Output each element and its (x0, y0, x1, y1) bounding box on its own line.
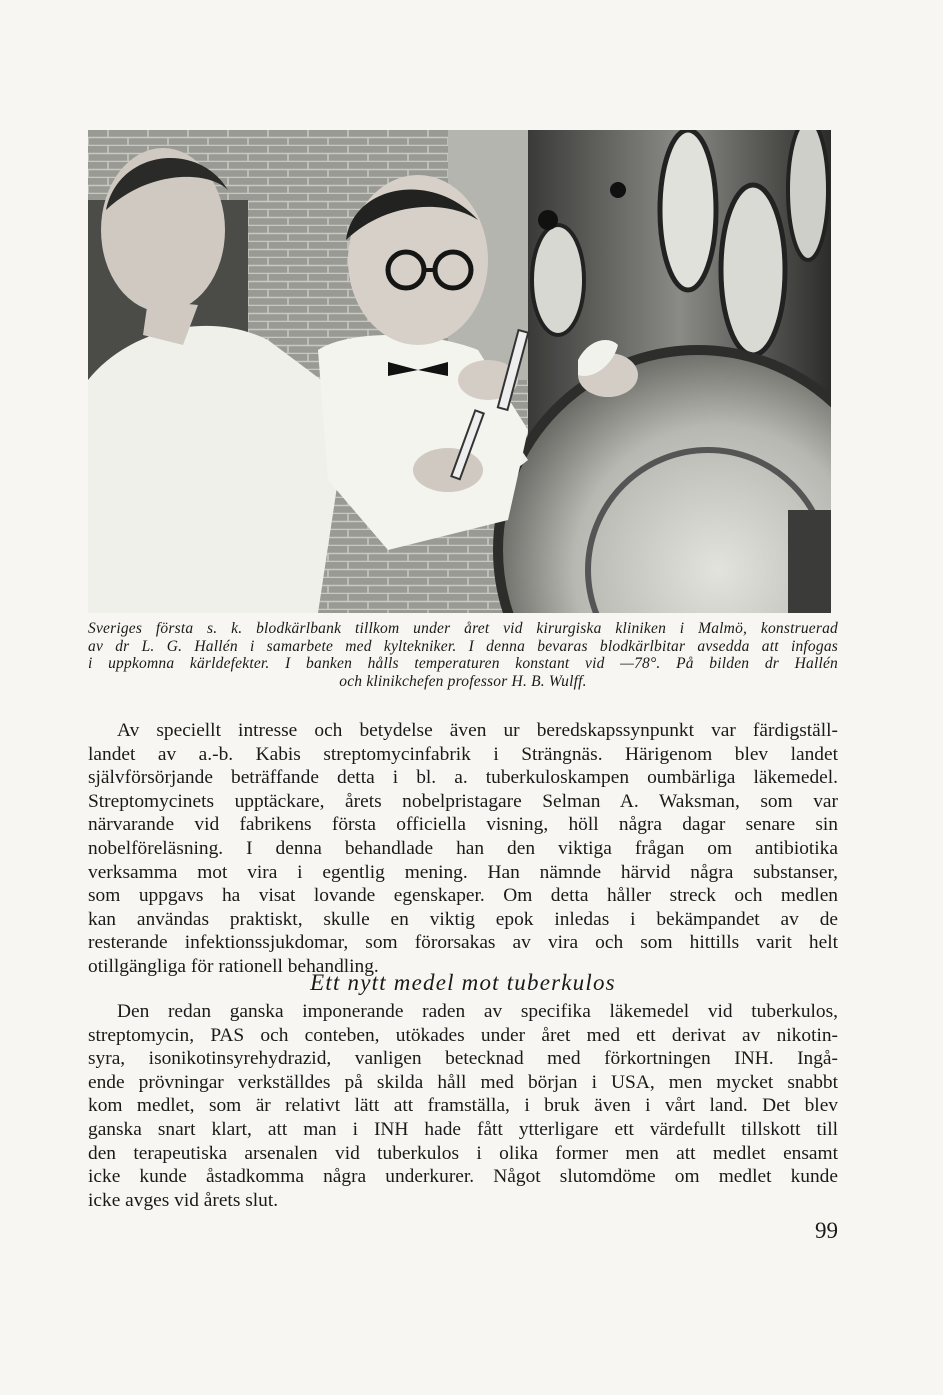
text-line: kan användas praktiskt, skulle en viktig epok inledas i bekämpandet av de (88, 908, 838, 930)
text-line: landet av a.-b. Kabis streptomycinfabrik i Strängnäs. Härigenom blev landet (88, 743, 838, 765)
text-line: ende prövningar verkställdes på skilda håll med början i USA, men mycket snabbt (88, 1071, 838, 1093)
page-number: 99 (815, 1218, 838, 1243)
photo-caption (88, 620, 838, 690)
text-line: Streptomycinets upptäckare, årets nobelpristagare Selman A. Waksman, som var (88, 790, 838, 812)
text-line: icke avges vid årets slut. (88, 1189, 279, 1211)
text-line: den terapeutiska arsenalen vid tuberkulos i olika former men att medlet ensamt (88, 1142, 838, 1164)
caption-line: av dr L. G. Hallén i samarbete med kyltekniker. I denna bevaras blodkärlbitar avsedda att infogas (88, 637, 838, 655)
paragraph-streptomycin (88, 719, 838, 979)
text-line: icke kunde åstadkomma några underkurer. Något slutomdöme om medlet kunde (88, 1166, 838, 1188)
text-line: streptomycin, PAS och conteben, utökades under året med ett derivat av nikotin- (88, 1024, 838, 1046)
text-line: resterande infektionssjukdomar, som förorsakas av vira och som hittills varit helt (88, 932, 838, 954)
text-line: Den redan ganska imponerande raden av specifika läkemedel vid tuberkulos, (117, 1001, 838, 1022)
text-line: syra, isonikotinsyrehydrazid, vanligen betecknad med förkortningen INH. Ingå- (88, 1048, 838, 1070)
text-line: otillgängliga för rationell behandling. (88, 955, 379, 977)
section-heading: Ett nytt medel mot tuberkulos (310, 970, 616, 995)
text-line: närvarande vid fabrikens första officiella visning, höll några dagar senare sin (88, 814, 838, 836)
text-line: självförsörjande beträffande detta i bl. a. tuberkuloskampen oumbärliga läkemedel. (88, 767, 838, 789)
text-line: nobelföreläsning. I denna behandlade han den viktiga frågan om antibiotika (88, 837, 838, 859)
text-line: som uppgavs ha visat lovande egenskaper. Om detta håller streck och medlen (88, 885, 838, 907)
laboratory-photo-icon (88, 130, 831, 613)
text-line: kom medlet, som är relativt lätt att framställa, i bruk även i vårt land. Det blev (88, 1095, 838, 1117)
laboratory-photo (88, 130, 831, 613)
caption-line: och klinikchefen professor H. B. Wulff. (339, 672, 587, 690)
caption-line: Sveriges första s. k. blodkärlbank tillkom under året vid kirurgiska kliniken i Malmö, konstruerad (88, 620, 838, 637)
text-line: Av speciellt intresse och betydelse även ur beredskapssynpunkt var färdigställ- (117, 720, 838, 741)
text-line: ganska snart klart, att man i INH hade fått ytterligare ett värdefullt tillskott till (88, 1118, 838, 1140)
paragraph-inh (88, 1000, 838, 1212)
caption-line: i uppkomna kärldefekter. I banken hålls temperaturen konstant vid —78°. På bilden dr Hallén (88, 655, 838, 672)
text-line: verksamma mot vira i egentlig mening. Han nämnde härvid några substanser, (88, 861, 838, 883)
